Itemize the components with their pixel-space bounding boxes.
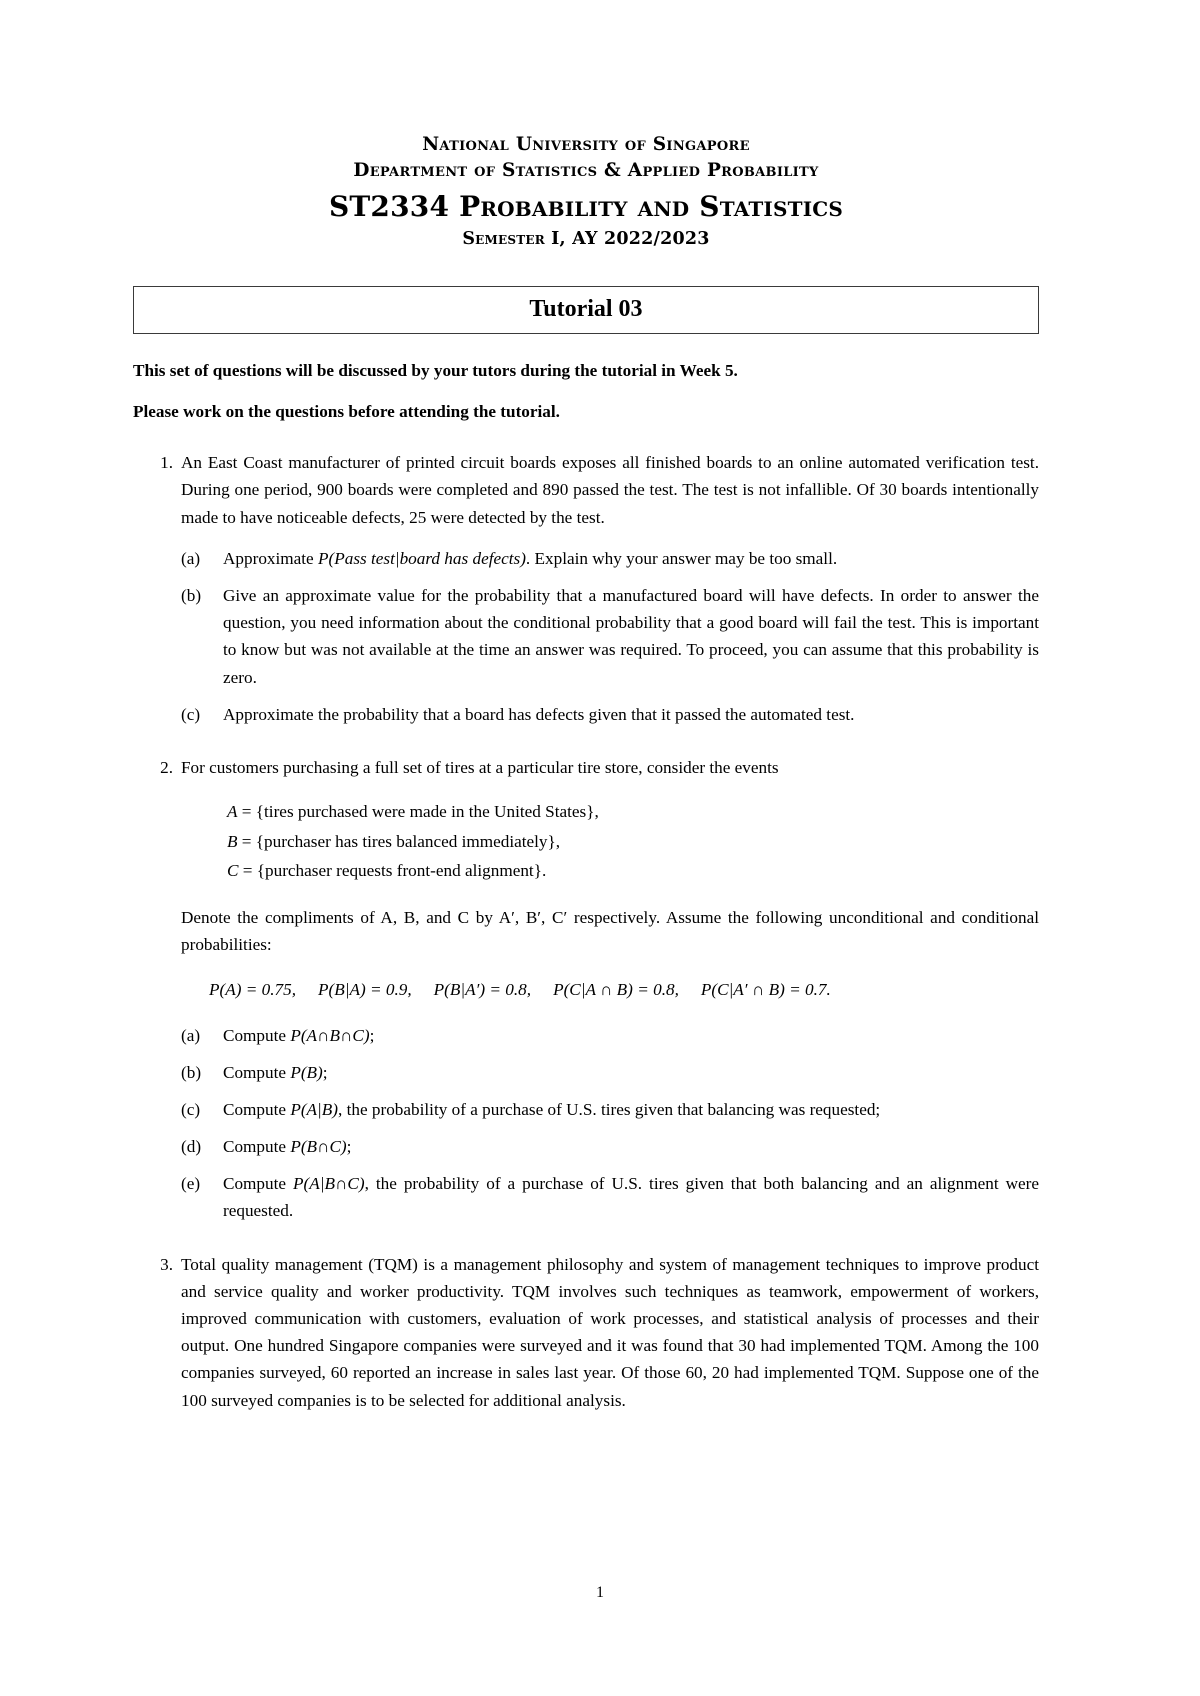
event-text-b: = {purchaser has tires balanced immediately},: [241, 831, 561, 851]
course-title: ST2334 Probability and Statistics: [328, 189, 844, 223]
q2b-before: Compute: [223, 1062, 291, 1082]
question-1-part-a: [181, 545, 1039, 572]
denote-paragraph: Denote the compliments of A, B, and C by A′, B′, C′ respectively. Assume the following unconditional and conditional probabilities:: [181, 907, 1039, 954]
event-text-c: = {purchaser requests front-end alignment}.: [242, 861, 547, 881]
tutorial-title-box: [133, 286, 1039, 334]
question-1-part-a-text: [223, 545, 1039, 572]
question-2-part-c-label: (c): [181, 1099, 201, 1119]
page-content: [133, 132, 1039, 1414]
event-symbol-b: B: [227, 831, 238, 851]
question-1-part-b-text: Give an approximate value for the probability that a manufactured board will have defects. In order to answer the question, you need information about the conditional probability that a good board will fail the test. This is important to know but was not available at the time an answer was required. To proceed, you can assume that this probability is zero.: [223, 585, 1039, 687]
event-symbol-a: A: [227, 802, 238, 822]
question-2-part-a: [181, 1022, 1039, 1049]
probability-assumptions: [181, 976, 1039, 1004]
event-definitions: [181, 797, 1039, 886]
question-2-part-e: [181, 1170, 1039, 1224]
probability-value-3: P(B|A′) = 0.8,: [433, 980, 532, 1000]
event-definition-c: [227, 856, 1039, 886]
q2d-after: ;: [346, 1137, 352, 1157]
university-name: National University of Singapore: [422, 134, 750, 155]
event-definition-b: [227, 827, 1039, 857]
page-number: 1: [596, 1584, 604, 1601]
q2a-math: P(A∩B∩C): [290, 1025, 370, 1045]
part-a-math: P(Pass test|board has defects): [318, 548, 526, 568]
tutorial-title: Tutorial 03: [529, 296, 643, 323]
question-1: [133, 449, 1039, 728]
question-2-part-a-label: (a): [181, 1025, 201, 1045]
q2d-before: Compute: [223, 1137, 291, 1157]
probability-value-5: P(C|A′ ∩ B) = 0.7.: [700, 980, 831, 1000]
question-2-part-c-text: [223, 1096, 1039, 1123]
question-2: [133, 754, 1039, 1225]
question-3-body: Total quality management (TQM) is a management philosophy and system of management techniques to improve product and service quality and worker productivity. TQM involves such techniques as teamwork, empowerment of workers, improved communication with customers, evaluation of work processes, and statistical analysis of processes and their output. One hundred Singapore companies were surveyed and it was found that 30 had implemented TQM. Among the 100 companies surveyed, 60 reported an increase in sales last year. Of those 60, 20 had implemented TQM. Suppose one of the 100 surveyed companies is to be selected for additional analysis.: [181, 1254, 1039, 1410]
event-definition-a: [227, 797, 1039, 827]
question-1-part-c-text: Approximate the probability that a board has defects given that it passed the automated test.: [223, 704, 855, 724]
q2a-before: Compute: [223, 1025, 291, 1045]
question-1-part-c-label: (c): [181, 704, 201, 724]
part-a-text-after: . Explain why your answer may be too small.: [525, 548, 838, 568]
question-3: [133, 1251, 1039, 1414]
q2c-before: Compute: [223, 1099, 291, 1119]
question-2-part-b-label: (b): [181, 1062, 202, 1082]
q2d-math: P(B∩C): [290, 1137, 347, 1157]
q2e-before: Compute: [223, 1174, 294, 1194]
q2e-math: P(A|B∩C): [293, 1174, 365, 1194]
q2b-math: P(B): [290, 1062, 323, 1082]
question-2-part-d-label: (d): [181, 1137, 202, 1157]
question-1-body: An East Coast manufacturer of printed circuit boards exposes all finished boards to an online automated verification test. During one period, 900 boards were completed and 890 passed the test. The test is not infallible. Of 30 boards intentionally made to have noticeable defects, 25 were detected by the test.: [181, 453, 1039, 527]
event-symbol-c: C: [227, 861, 239, 881]
document-header: [133, 132, 1039, 252]
probability-value-1: P(A) = 0.75,: [209, 980, 297, 1000]
question-2-part-a-text: [223, 1022, 1039, 1049]
question-1-part-a-label: (a): [181, 548, 201, 568]
question-1-parts: [181, 545, 1039, 728]
probability-value-2: P(B|A) = 0.9,: [318, 980, 412, 1000]
page-footer: [0, 1584, 1200, 1602]
question-2-part-d-text: [223, 1133, 1039, 1160]
notice-preparation: Please work on the questions before attending the tutorial.: [133, 402, 560, 422]
question-2-body: For customers purchasing a full set of tires at a particular tire store, consider the events: [181, 757, 779, 777]
question-2-part-d: [181, 1133, 1039, 1160]
q2a-after: ;: [369, 1025, 375, 1045]
question-2-part-e-text: [223, 1170, 1039, 1224]
semester-label: Semester I, AY 2022/2023: [462, 228, 710, 249]
question-1-part-b-label: (b): [181, 585, 202, 605]
question-2-part-b: [181, 1059, 1039, 1086]
q2c-after: , the probability of a purchase of U.S. tires given that balancing was requested;: [338, 1099, 881, 1119]
notice-discussion: This set of questions will be discussed by your tutors during the tutorial in Week 5.: [133, 360, 738, 380]
question-3-number: 3.: [160, 1254, 173, 1274]
question-2-part-b-text: [223, 1059, 1039, 1086]
question-2-number: 2.: [160, 757, 173, 777]
department-name: Department of Statistics & Applied Probability: [353, 160, 819, 182]
question-list: [133, 449, 1039, 1413]
question-1-part-c: [181, 701, 1039, 728]
q2e-after: , the probability of a purchase of U.S. tires given that both balancing and an alignment were requested.: [223, 1174, 1039, 1221]
q2c-math: P(A|B): [290, 1099, 338, 1119]
question-1-part-b: [181, 582, 1039, 691]
question-2-part-c: [181, 1096, 1039, 1123]
q2b-after: ;: [322, 1062, 328, 1082]
probability-value-4: P(C|A ∩ B) = 0.8,: [553, 980, 679, 1000]
event-text-a: = {tires purchased were made in the United States},: [241, 802, 599, 822]
question-2-part-e-label: (e): [181, 1174, 201, 1194]
part-a-text-before: Approximate: [223, 548, 318, 568]
question-2-parts: [181, 1022, 1039, 1225]
question-1-number: 1.: [160, 453, 173, 473]
